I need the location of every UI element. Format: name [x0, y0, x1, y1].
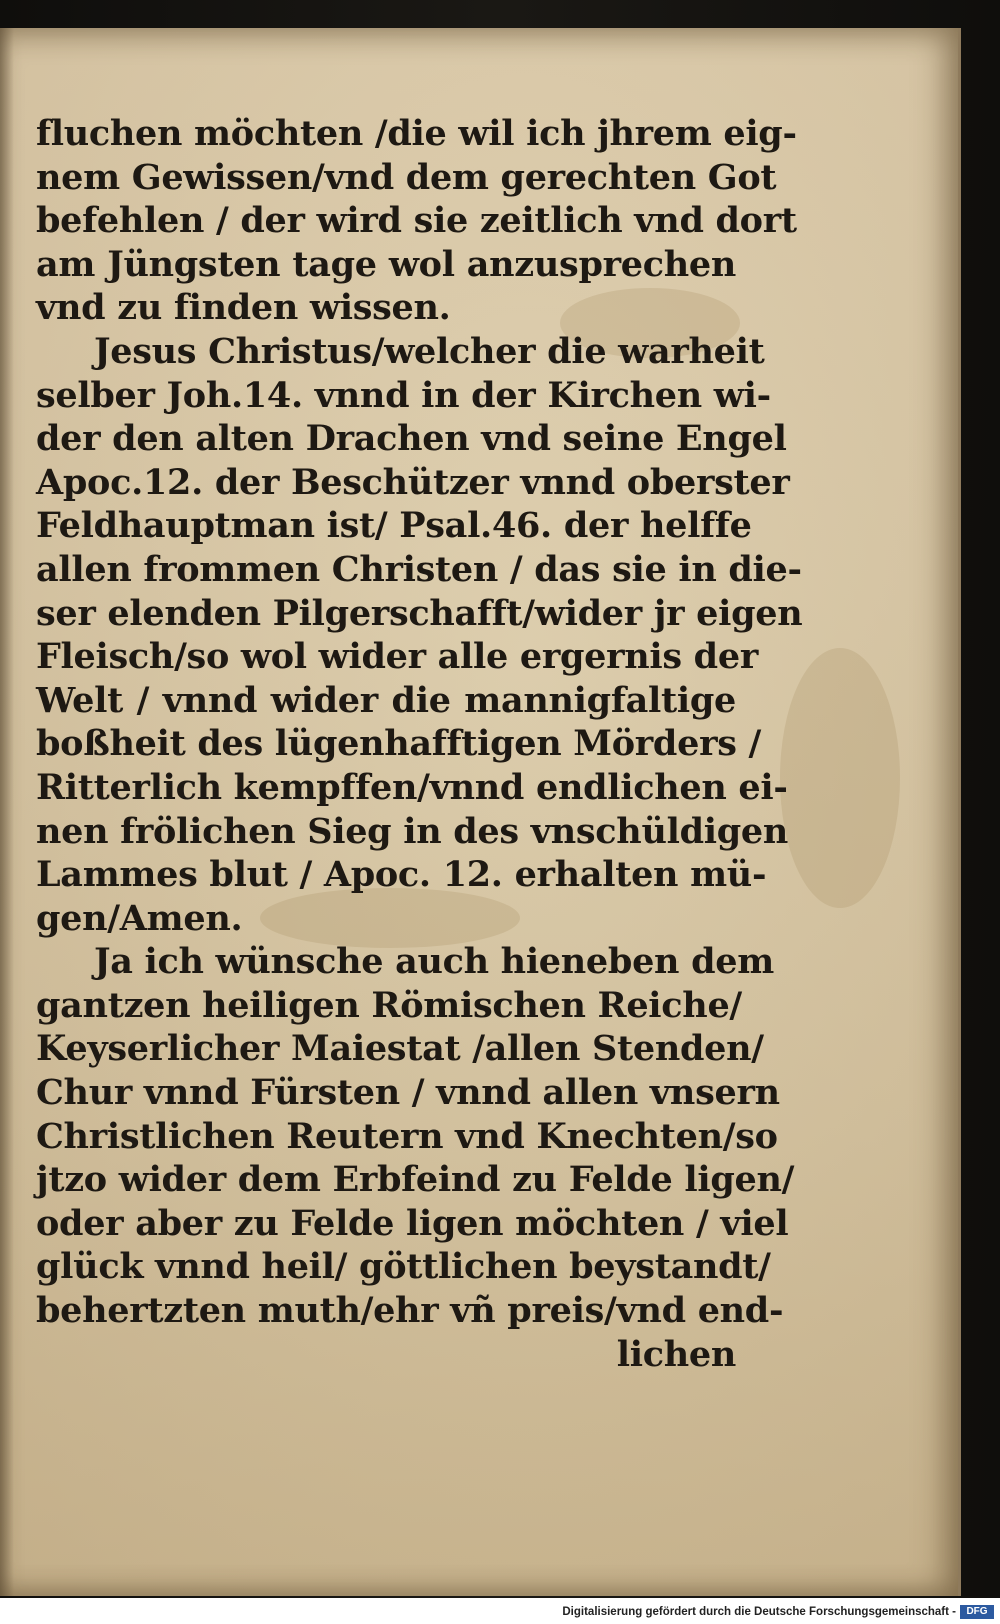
text-line: ser elenden Pilgerschafft/wider jr eigen — [36, 592, 803, 634]
text-line: Christlichen Reutern vnd Knechten/so — [36, 1115, 778, 1157]
text-line: Feldhauptman ist/ Psal.46. der helffe — [36, 505, 752, 547]
text-line: boßheit des lügenhafftigen Mörders / — [36, 723, 761, 765]
page-text — [36, 112, 803, 1376]
text-line: Keyserlicher Maiestat /allen Stenden/ — [36, 1028, 764, 1070]
text-line: der den alten Drachen vnd seine Engel — [36, 418, 787, 460]
text-line: Welt / vnnd wider die mannigfaltige — [36, 679, 736, 721]
catchword: lichen — [616, 1333, 736, 1375]
text-line: gen/Amen. — [36, 897, 243, 939]
text-line: Ritterlich kempffen/vnnd endlichen ei- — [36, 766, 788, 808]
text-line: gantzen heiligen Römischen Reiche/ — [36, 984, 742, 1026]
paper-stain — [780, 648, 900, 908]
text-line: behertzten muth/ehr vñ preis/vnd end- — [36, 1290, 784, 1332]
text-line: Apoc.12. der Beschützer vnnd oberster — [36, 461, 790, 503]
book-page — [0, 28, 961, 1596]
text-line: allen frommen Christen / das sie in die- — [36, 548, 802, 590]
text-line: befehlen / der wird sie zeitlich vnd dort — [36, 200, 797, 242]
funding-credit: Digitalisierung gefördert durch die Deutsche Forschungsgemeinschaft - — [562, 1606, 956, 1618]
text-line: vnd zu finden wissen. — [36, 287, 451, 329]
text-line: nem Gewissen/vnd dem gerechten Got — [36, 156, 777, 198]
text-line: selber Joh.14. vnnd in der Kirchen wi- — [36, 374, 771, 416]
paragraph-start-line: Jesus Christus/welcher die warheit — [94, 330, 765, 372]
dfg-logo-icon: DFG — [960, 1605, 994, 1619]
text-line: Fleisch/so wol wider alle ergernis der — [36, 636, 758, 678]
text-line: jtzo wider dem Erbfeind zu Felde ligen/ — [36, 1159, 795, 1201]
text-line: glück vnnd heil/ göttlichen beystandt/ — [36, 1246, 771, 1288]
paragraph-start-line: Ja ich wünsche auch hieneben dem — [94, 941, 774, 983]
text-line: am Jüngsten tage wol anzusprechen — [36, 243, 736, 285]
text-line: Lammes blut / Apoc. 12. erhalten mü- — [36, 854, 767, 896]
text-line: Chur vnnd Fürsten / vnnd allen vnsern — [36, 1072, 780, 1114]
digitization-footer — [0, 1598, 1000, 1624]
text-line: oder aber zu Felde ligen möchten / viel — [36, 1202, 789, 1244]
text-line: fluchen möchten /die wil ich jhrem eig- — [36, 113, 797, 154]
text-line: nen frölichen Sieg in des vnschüldigen — [36, 810, 789, 852]
